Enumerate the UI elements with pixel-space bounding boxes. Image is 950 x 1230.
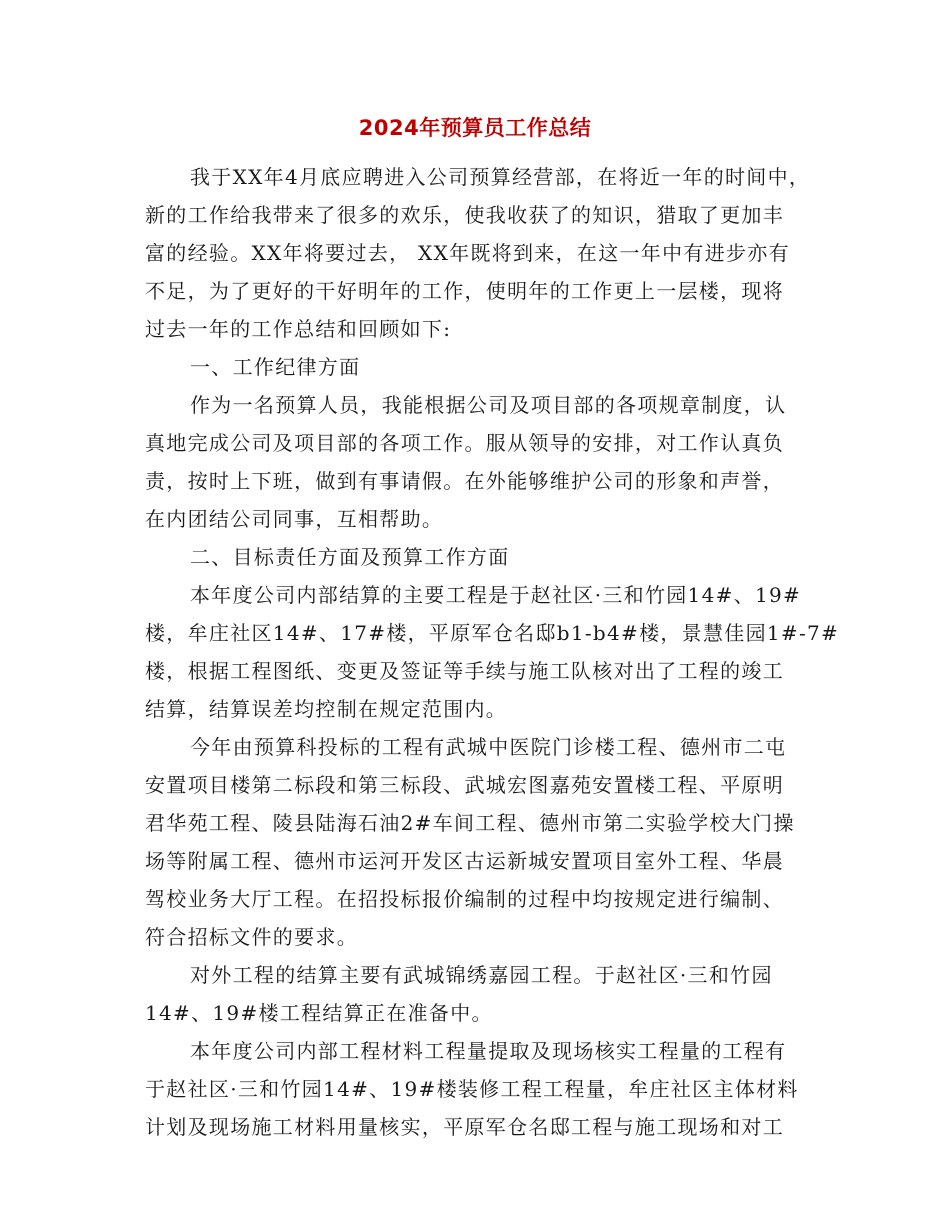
text-line: 君华苑工程、陵县陆海石油2#车间工程、德州市第二实验学校大门操 xyxy=(145,811,795,835)
document-title: 2024年预算员工作总结 xyxy=(358,116,592,140)
text-line: 结算，结算误差均控制在规定范围内。 xyxy=(145,697,508,721)
text-line: 在内团结公司同事，互相帮助。 xyxy=(145,507,444,531)
text-line: 新的工作给我带来了很多的欢乐，使我收获了的知识，猎取了更加丰 xyxy=(145,203,784,227)
text-line: 场等附属工程、德州市运河开发区古运新城安置项目室外工程、华晨 xyxy=(145,849,784,873)
text-line: 作为一名预算人员，我能根据公司及项目部的各项规章制度，认 xyxy=(190,393,787,417)
section-heading: 一、工作纪律方面 xyxy=(190,355,361,379)
text-line: 富的经验。XX年将要过去， XX年既将到来，在这一年中有进步亦有 xyxy=(145,241,790,265)
text-line: 14#、19#楼工程结算正在准备中。 xyxy=(145,1001,493,1025)
text-line: 我于XX年4月底应聘进入公司预算经营部，在将近一年的时间中， xyxy=(190,165,811,189)
text-line: 今年由预算科投标的工程有武城中医院门诊楼工程、德州市二屯 xyxy=(190,735,787,759)
text-line: 对外工程的结算主要有武城锦绣嘉园工程。于赵社区·三和竹园 xyxy=(190,963,773,987)
text-line: 真地完成公司及项目部的各项工作。服从领导的安排，对工作认真负 xyxy=(145,431,784,455)
text-line: 安置项目楼第二标段和第三标段、武城宏图嘉苑安置楼工程、平原明 xyxy=(145,773,784,797)
text-line: 不足，为了更好的干好明年的工作，使明年的工作更上一层楼，现将 xyxy=(145,279,784,303)
text-line: 本年度公司内部工程材料工程量提取及现场核实工程量的工程有 xyxy=(190,1039,787,1063)
text-line: 责，按时上下班，做到有事请假。在外能够维护公司的形象和声誉， xyxy=(145,469,784,493)
text-line: 计划及现场施工材料用量核实，平原军仓名邸工程与施工现场和对工 xyxy=(145,1115,784,1139)
text-line: 过去一年的工作总结和回顾如下: xyxy=(145,317,452,341)
text-line: 楼，根据工程图纸、变更及签证等手续与施工队核对出了工程的竣工 xyxy=(145,659,784,683)
text-line: 于赵社区·三和竹园14#、19#楼装修工程工程量，牟庄社区主体材料 xyxy=(145,1077,799,1101)
text-line: 符合招标文件的要求。 xyxy=(145,925,358,949)
section-heading: 二、目标责任方面及预算工作方面 xyxy=(190,545,510,569)
text-line: 驾校业务大厅工程。在招投标报价编制的过程中均按规定进行编制、 xyxy=(145,887,784,911)
text-line: 本年度公司内部结算的主要工程是于赵社区·三和竹园14#、19# xyxy=(190,583,802,607)
text-line: 楼，牟庄社区14#、17#楼，平原军仓名邸b1-b4#楼，景慧佳园1#-7# xyxy=(145,621,840,645)
